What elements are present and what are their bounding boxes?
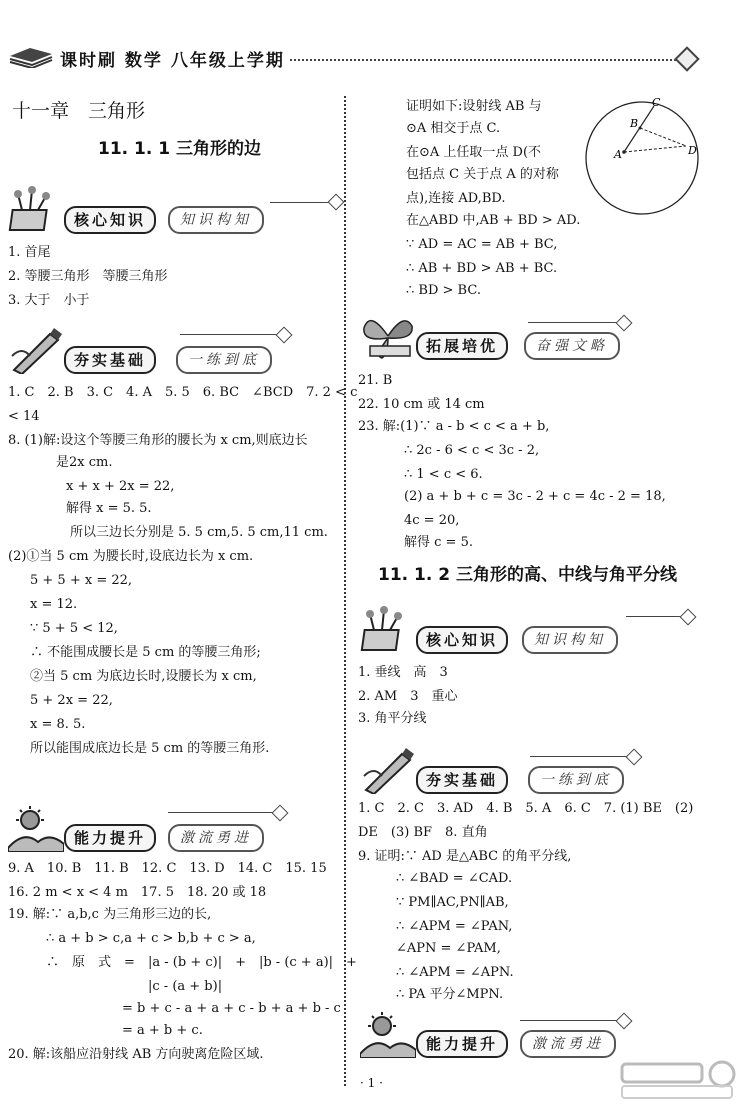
banner-diamond-icon bbox=[626, 749, 643, 766]
answer-line: 19. 解:∵ a,b,c 为三角形三边的长, bbox=[8, 907, 212, 922]
answer-line: = a + b + c. bbox=[122, 1023, 203, 1038]
banner-label: 夯实基础 bbox=[416, 766, 508, 794]
pencil-icon bbox=[360, 746, 416, 794]
banner-diamond-icon bbox=[616, 1013, 633, 1030]
solid-foundation-banner bbox=[8, 340, 338, 374]
answer-line: 1. C 2. B 3. C 4. A 5. 5 6. BC ∠BCD 7. 2 < c bbox=[8, 385, 358, 400]
answer-line: ∴ 不能围成腰长是 5 cm 的等腰三角形; bbox=[30, 645, 261, 660]
banner-tag: 激流勇进 bbox=[168, 824, 264, 852]
answer-line: ∴ ∠BAD = ∠CAD. bbox=[396, 871, 513, 886]
plant-pot-icon bbox=[8, 186, 64, 234]
answer-line: 5 + 2x = 22, bbox=[30, 693, 113, 708]
answer-line: ∴ BD > BC. bbox=[406, 283, 481, 298]
answer-line: (2) a + b + c = 3c - 2 + c = 4c - 2 = 18, bbox=[404, 489, 666, 504]
header-diamond-icon bbox=[674, 46, 699, 71]
answer-line: ∴ PA 平分∠MPN. bbox=[396, 987, 504, 1002]
answer-line: 1. C 2. C 3. AD 4. B 5. A 6. C 7. (1) BE (2) bbox=[358, 801, 694, 816]
column-divider bbox=[344, 96, 346, 1086]
core-knowledge-banner bbox=[8, 200, 338, 234]
solid-foundation-banner bbox=[360, 760, 700, 794]
answer-line: ∴ ∠APM = ∠PAN, bbox=[396, 919, 513, 934]
answer-line: 解得 c = 5. bbox=[404, 535, 473, 550]
answer-line: ∵ 5 + 5 < 12, bbox=[30, 621, 118, 636]
banner-label: 拓展培优 bbox=[416, 332, 508, 360]
answer-line: ∴ ∠APM = ∠APN. bbox=[396, 965, 514, 980]
butterfly-icon bbox=[360, 312, 416, 360]
answer-line: ∴ a + b > c,a + c > b,b + c > a, bbox=[46, 931, 256, 946]
banner-tag: 知识构知 bbox=[168, 206, 264, 234]
circle-geometry-figure bbox=[580, 96, 705, 221]
banner-diamond-icon bbox=[616, 315, 633, 332]
banner-diamond-icon bbox=[276, 327, 293, 344]
answer-line: 1. 首尾 bbox=[8, 245, 51, 260]
segment-bd bbox=[640, 128, 686, 146]
answer-line: 点),连接 AD,BD. bbox=[406, 191, 506, 206]
label-d: D bbox=[688, 144, 697, 157]
answer-line: ⊙A 相交于点 C. bbox=[406, 121, 501, 136]
answer-line: ∵ PM∥AC,PN∥AB, bbox=[396, 895, 509, 910]
answer-line: 包括点 C 关于点 A 的对称 bbox=[406, 167, 559, 182]
banner-tag: 激流勇进 bbox=[520, 1030, 616, 1058]
answer-line: ∵ AD = AC = AB + BC, bbox=[406, 237, 558, 252]
banner-rule bbox=[168, 812, 278, 813]
answer-line: ∠APN = ∠PAM, bbox=[396, 941, 501, 956]
header-rule bbox=[290, 59, 680, 61]
book-title: 课时刷 数学 八年级上学期 bbox=[60, 51, 285, 71]
answer-line: ∴ AB + BD > AB + BC. bbox=[406, 261, 558, 276]
answer-line: 9. 证明:∵ AD 是△ABC 的角平分线, bbox=[358, 849, 572, 864]
banner-rule bbox=[180, 334, 280, 335]
banner-tag: 奋强文略 bbox=[524, 332, 620, 360]
banner-diamond-icon bbox=[328, 194, 345, 211]
answer-line: = b + c - a + a + c - b + a + b - c bbox=[122, 1001, 341, 1016]
answer-line: x = 8. 5. bbox=[30, 717, 86, 732]
answer-line: 在△ABD 中,AB + BD > AD. bbox=[406, 213, 581, 228]
circle-a bbox=[586, 102, 698, 214]
banner-tag: 一练到底 bbox=[528, 766, 624, 794]
banner-label: 核心知识 bbox=[64, 206, 156, 234]
banner-label: 夯实基础 bbox=[64, 346, 156, 374]
section-title-2: 11. 1. 2 三角形的高、中线与角平分线 bbox=[378, 565, 677, 585]
sun-hill-icon bbox=[360, 1010, 416, 1058]
answer-line: |a - (b + c)| + |b - (c + a)| + bbox=[148, 955, 357, 970]
segment-ad bbox=[624, 146, 686, 152]
answer-line: 所以能围成底边长是 5 cm 的等腰三角形. bbox=[30, 741, 270, 756]
answer-line: |c - (a + b)| bbox=[148, 979, 223, 994]
chapter-title: 十一章 三角形 bbox=[12, 100, 146, 122]
answer-line: 20. 解:该船应沿射线 AB 方向驶离危险区域. bbox=[8, 1047, 264, 1062]
answer-line: 8. (1)解:设这个等腰三角形的腰长为 x cm,则底边长 bbox=[8, 433, 308, 448]
page-number: · 1 · bbox=[360, 1076, 383, 1090]
answer-line: 23. 解:(1)∵ a - b < c < a + b, bbox=[358, 419, 550, 434]
ability-improvement-banner bbox=[8, 818, 338, 852]
answer-line: 21. B bbox=[358, 373, 393, 388]
answer-line: ∴ 2c - 6 < c < 3c - 2, bbox=[404, 443, 540, 458]
answer-line: 9. A 10. B 11. B 12. C 13. D 14. C 15. 15 bbox=[8, 861, 327, 876]
answer-line: 3. 大于 小于 bbox=[8, 293, 90, 308]
answer-line: 1. 垂线 高 3 bbox=[358, 665, 448, 680]
plant-pot-icon bbox=[360, 606, 416, 654]
banner-rule bbox=[530, 756, 630, 757]
label-b: B bbox=[630, 117, 639, 130]
banner-rule bbox=[520, 1020, 620, 1021]
core-knowledge-banner bbox=[360, 620, 700, 654]
banner-rule bbox=[626, 616, 684, 617]
answer-line: x + x + 2x = 22, bbox=[66, 479, 175, 494]
extension-banner bbox=[360, 326, 700, 360]
answer-line: ∴ 原 式 = bbox=[46, 955, 135, 970]
answer-line: x = 12. bbox=[30, 597, 78, 612]
answer-line: 4c = 20, bbox=[404, 513, 460, 528]
banner-tag: 知识构知 bbox=[522, 626, 618, 654]
ability-improvement-banner bbox=[360, 1024, 680, 1058]
label-a: A bbox=[614, 148, 622, 161]
answer-line: 22. 10 cm 或 14 cm bbox=[358, 397, 485, 412]
banner-label: 能力提升 bbox=[416, 1030, 508, 1058]
sun-hill-icon bbox=[8, 804, 64, 852]
answer-line: (2)①当 5 cm 为腰长时,设底边长为 x cm. bbox=[8, 549, 254, 564]
answer-line: 在⊙A 上任取一点 D(不 bbox=[406, 145, 542, 160]
answer-line: ②当 5 cm 为底边长时,设腰长为 x cm, bbox=[30, 669, 257, 684]
answer-line: ∴ 1 < c < 6. bbox=[404, 467, 483, 482]
banner-label: 能力提升 bbox=[64, 824, 156, 852]
answer-line: 5 + 5 + x = 22, bbox=[30, 573, 133, 588]
answer-line: 所以三边长分别是 5. 5 cm,5. 5 cm,11 cm. bbox=[70, 525, 328, 540]
banner-tag: 一练到底 bbox=[176, 346, 272, 374]
watermark-logo-icon bbox=[612, 1058, 740, 1102]
banner-label: 核心知识 bbox=[416, 626, 508, 654]
banner-rule bbox=[270, 202, 330, 203]
book-stack-logo-icon bbox=[8, 42, 54, 68]
answer-line: 证明如下:设射线 AB 与 bbox=[406, 99, 542, 114]
banner-diamond-icon bbox=[680, 609, 697, 626]
answer-line: 2. AM 3 重心 bbox=[358, 689, 458, 704]
point-b bbox=[639, 127, 642, 130]
banner-diamond-icon bbox=[272, 805, 289, 822]
point-a bbox=[622, 150, 626, 154]
section-title-1: 11. 1. 1 三角形的边 bbox=[98, 139, 261, 159]
answer-line: 解得 x = 5. 5. bbox=[66, 501, 152, 516]
answer-line: 2. 等腰三角形 等腰三角形 bbox=[8, 269, 168, 284]
banner-rule bbox=[528, 322, 620, 323]
label-c: C bbox=[652, 96, 661, 109]
pencil-icon bbox=[8, 326, 64, 374]
answer-line: 3. 角平分线 bbox=[358, 711, 427, 726]
answer-line: 是2x cm. bbox=[56, 455, 113, 470]
answer-line: DE (3) BF 8. 直角 bbox=[358, 825, 488, 840]
answer-line: < 14 bbox=[8, 409, 40, 424]
answer-line: 16. 2 m < x < 4 m 17. 5 18. 20 或 18 bbox=[8, 885, 267, 900]
